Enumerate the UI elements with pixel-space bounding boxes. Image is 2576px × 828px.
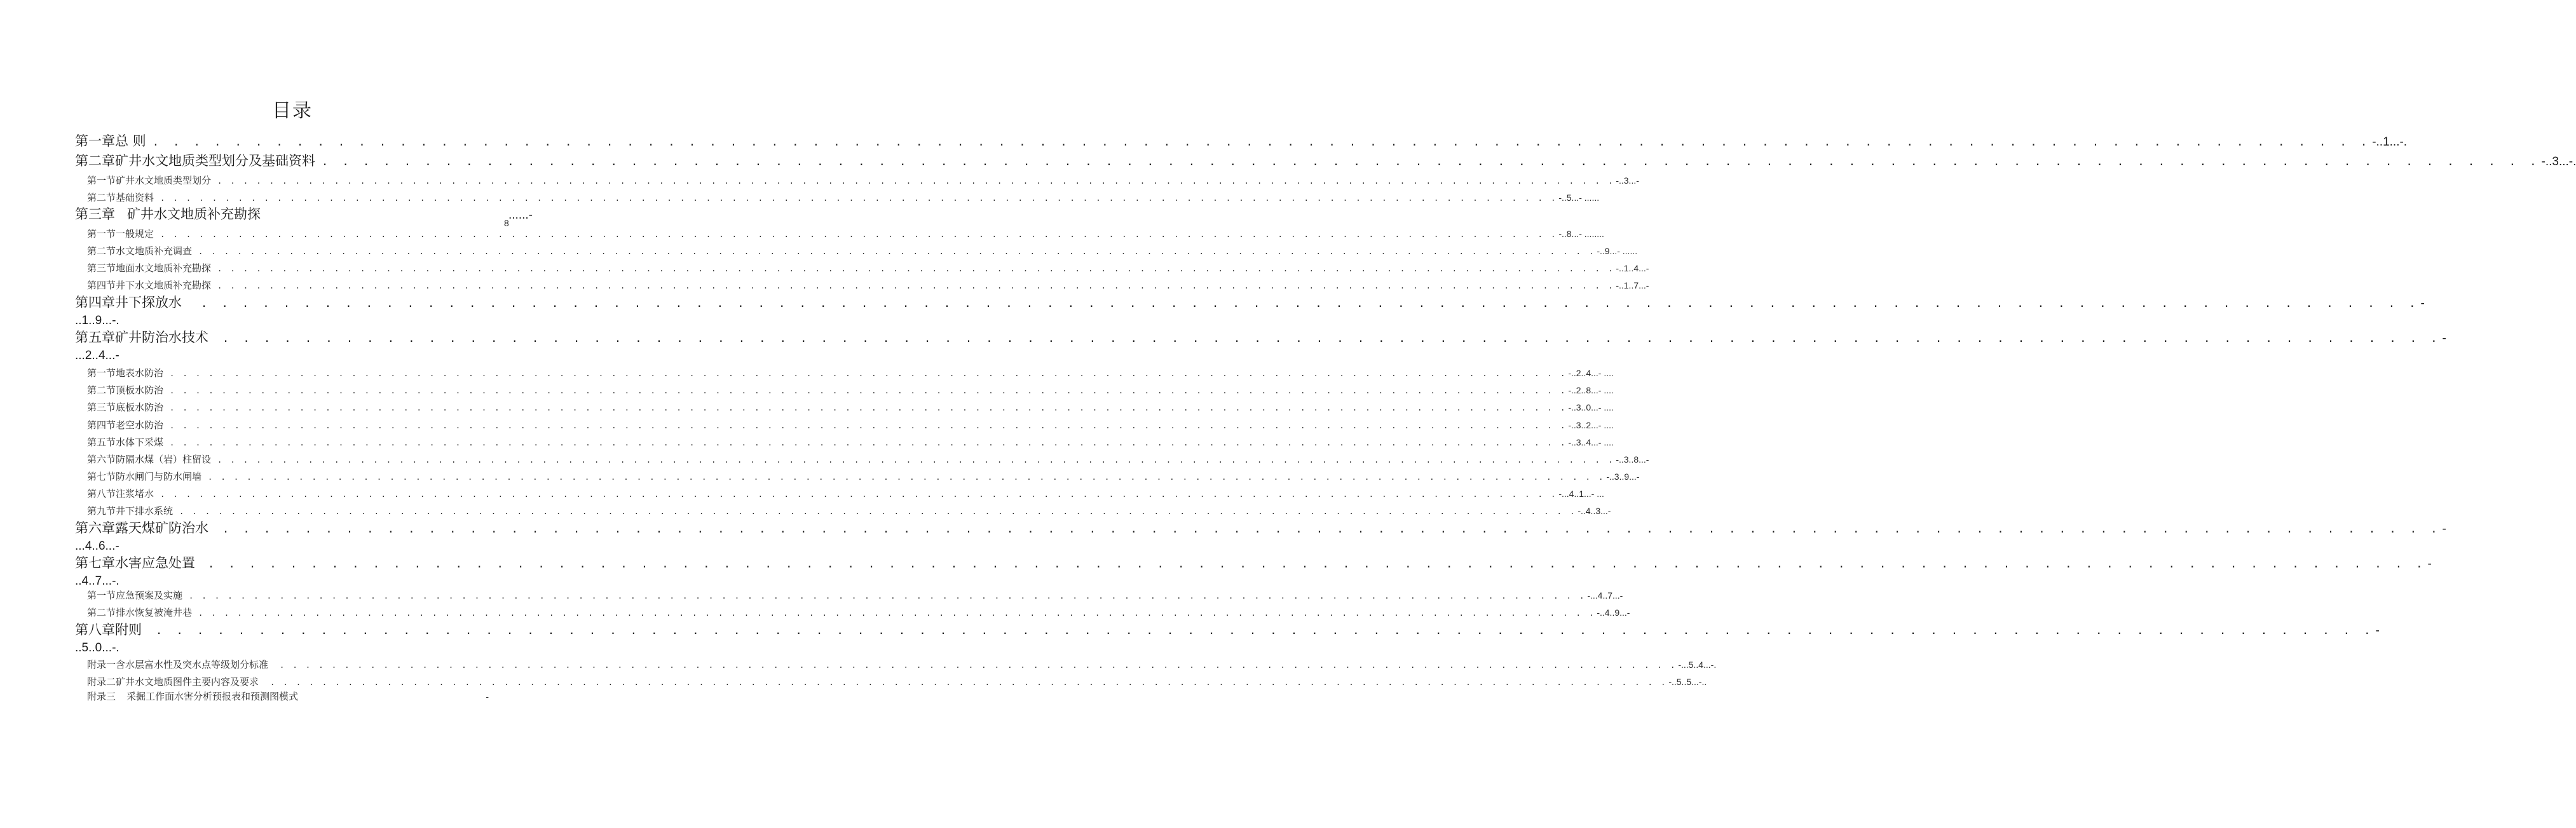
toc-section-2-1[interactable] xyxy=(87,173,1639,188)
leader-dots: . . . . . . . . . . . . . . . . . . . . . . . . . . . . . . . . . . . . . . . . . . . . . . . . . . . . . . . . . . . . . . . . . . . . . . . . . . . . . . . . . . . . . . . . . . . . . . . . . . . . . . . . . . . . xyxy=(179,507,1577,516)
leader-dots: . . . . . . . . . . . . . . . . . . . . . . . . . . . . . . . . . . . . . . . . . . . . . . . . . . . . . . . . . . . . . . . . . . . . . . . . . . . . . . . . . . . . . . . . . . . . . . . . . . . . . . . . . . . . xyxy=(201,297,2420,310)
section-title: 水文地质补充调查 xyxy=(116,245,193,257)
toc-title: 目录 xyxy=(272,100,313,122)
toc-section-7-2[interactable] xyxy=(87,605,1630,620)
toc-chapter-6[interactable] xyxy=(75,519,2446,538)
leader-dots: . . . . . . . . . . . . . . . . . . . . . . . . . . . . . . . . . . . . . . . . . . . . . . . . . . . . . . . . . . . . . . . . . . . . . . . . . . . . . . . . . . . . . . . . . . . . . . . . . . . . . . . . . . . . xyxy=(217,177,1615,186)
toc-chapter-2[interactable] xyxy=(75,151,2576,170)
toc-section-7-1[interactable] xyxy=(87,588,1623,603)
appendix-title: 采掘工作面水害分析预报表和预测图模式 xyxy=(126,691,299,702)
page-number: - xyxy=(2375,624,2380,637)
toc-chapter-8[interactable] xyxy=(75,620,2380,639)
toc-section-5-5[interactable] xyxy=(87,435,1614,450)
chapter-title: 矿井防治水技术 xyxy=(115,330,208,345)
appendix-title: 矿井水文地质图件主要内容及要求 xyxy=(116,676,259,688)
chapter-number: 第三章 xyxy=(75,207,115,222)
section-number: 第二节 xyxy=(87,607,116,618)
page-number: -...4..1...- ... xyxy=(1558,489,1604,499)
chapter-number: 第四章 xyxy=(75,295,115,310)
leader-dots: . . . . . . . . . . . . . . . . . . . . . . . . . . . . . . . . . . . . . . . . . . . . . . . . . . . . . . . . . . . . . . . . . . . . . . . . . . . . . . . . . . . . . . . . . . . . . . . . . . . . . . . . . . . . xyxy=(198,247,1596,256)
section-title: 排水恢复被淹井巷 xyxy=(116,607,193,618)
page-number: ......- xyxy=(508,208,533,222)
page-number: - xyxy=(486,691,489,702)
section-number: 第二节 xyxy=(87,245,116,257)
toc-section-3-2[interactable] xyxy=(87,243,1638,259)
section-number: 第四节 xyxy=(87,419,116,431)
leader-dots: . . . . . . . . . . . . . . . . . . . . . . . . . . . . . . . . . . . . . . . . . . . . . . . . . . . . . . . . . . . . . . . . . . . . . . . . . . . . . . . . . . . . . . . . . . . . . . . . . . . . . . . . . . . . xyxy=(217,456,1615,465)
leader-dots: . . . . . . . . . . . . . . . . . . . . . . . . . . . . . . . . . . . . . . . . . . . . . . . . . . . . . . . . . . . . . . . . . . . . . . . . . . . . . . . . . . . . . . . . . . . . . . . . . . . . . . . . . . . . xyxy=(170,386,1567,395)
chapter-number: 第六章 xyxy=(75,520,115,536)
chapter-title: 附则 xyxy=(115,622,142,637)
toc-section-5-2[interactable] xyxy=(87,383,1614,398)
toc-chapter-7[interactable] xyxy=(75,553,2432,573)
page-number: - xyxy=(2427,557,2432,571)
leader-dots: . . . . . . . . . . . . . . . . . . . . . . . . . . . . . . . . . . . . . . . . . . . . . . . . . . . . . . . . . . . . . . . . . . . . . . . . . . . . . . . . . . . . . . . . . . . . . . . . . . . . . . . . . . . . xyxy=(170,369,1567,378)
toc-appendix-1[interactable] xyxy=(87,657,1717,672)
toc-section-5-6[interactable] xyxy=(87,452,1649,467)
page-number: -..3..0...- .... xyxy=(1568,402,1614,412)
section-title: 防隔水煤（岩）柱留设 xyxy=(116,454,212,465)
toc-chapter-4[interactable] xyxy=(75,293,2425,312)
leader-dots: . . . . . . . . . . . . . . . . . . . . . . . . . . . . . . . . . . . . . . . . . . . . . . . . . . . . . . . . . . . . . . . . . . . . . . . . . . . . . . . . . . . . . . . . . . . . . . . . . . . . . . . . . . . . xyxy=(217,264,1615,273)
chapter-number: 第八章 xyxy=(75,622,115,637)
appendix-number: 附录二 xyxy=(87,676,116,688)
page-number: -..5..5...-.. xyxy=(1668,677,1707,687)
leader-dots: . . . . . . . . . . . . . . . . . . . . . . . . . . . . . . . . . . . . . . . . . . . . . . . . . . . . . . . . . . . . . . . . . . . . . . . . . . . . . . . . . . . . . . . . . . . . . . . . . . . . . . . . . . . . xyxy=(170,438,1567,447)
leader-dots: . . . . . . . . . . . . . . . . . . . . . . . . . . . . . . . . . . . . . . . . . . . . . . . . . . . . . . . . . . . . . . . . . . . . . . . . . . . . . . . . . . . . . . . . . . . . . . . . . . . . . . . . . . . . xyxy=(160,194,1558,203)
section-number: 第六节 xyxy=(87,454,116,465)
toc-appendix-2[interactable] xyxy=(87,674,1707,689)
chapter-title: 水害应急处置 xyxy=(115,555,195,571)
page-number: -..2..4...- .... xyxy=(1568,368,1614,378)
leader-dots: . . . . . . . . . . . . . . . . . . . . . . . . . . . . . . . . . . . . . . . . . . . . . . . . . . . . . . . . . . . . . . . . . . . . . . . . . . . . . . . . . . . . . . . . . . . . . . . . . . . . . . . . . . . . xyxy=(198,609,1596,618)
toc-section-2-2[interactable] xyxy=(87,190,1600,205)
toc-section-3-4[interactable] xyxy=(87,278,1649,293)
section-title: 井下排水系统 xyxy=(116,505,174,517)
section-number: 第一节 xyxy=(87,367,116,379)
section-number: 第一节 xyxy=(87,228,116,240)
page-number: -..1..7...- xyxy=(1616,280,1649,290)
chapter-title: 矿井水文地质类型划分及基础资料 xyxy=(115,153,315,168)
toc-section-5-8[interactable] xyxy=(87,486,1604,501)
section-number: 第三节 xyxy=(87,262,116,274)
page-number: -...5..4...-. xyxy=(1678,660,1717,670)
section-title: 基础资料 xyxy=(116,192,154,203)
leader-dots: . . . . . . . . . . . . . . . . . . . . . . . . . . . . . . . . . . . . . . . . . . . . . . . . . . . . . . . . . . . . . . . . . . . . . . . . . . . . . . . . . . . . . . . . . . . . . . . . . . . . . . . . . . . . xyxy=(152,136,2371,149)
page-number: -..1...-. xyxy=(2372,135,2408,149)
section-title: 一般规定 xyxy=(116,228,154,240)
chapter-number: 第二章 xyxy=(75,153,115,168)
page-number: -...4..7...- xyxy=(1587,590,1623,601)
page-number-continued: ..5..0...-. xyxy=(75,641,119,655)
page-number-continued: ...4..6...- xyxy=(75,540,119,553)
page-number: -..3..9...- xyxy=(1606,472,1640,482)
page-number: -..2..8...- .... xyxy=(1568,385,1614,395)
toc-appendix-3[interactable] xyxy=(87,689,489,704)
page-number-continued: ..4..7...-. xyxy=(75,574,119,588)
page-number: -..4..9...- xyxy=(1597,607,1630,618)
chapter-title: 露天煤矿防治水 xyxy=(115,520,208,536)
toc-chapter-5[interactable] xyxy=(75,328,2446,347)
page-number: -..3..4...- .... xyxy=(1568,437,1614,447)
toc-section-5-7[interactable] xyxy=(87,469,1640,484)
page-number: -..3...- xyxy=(1616,175,1639,186)
leader-dots: . . . . . . . . . . . . . . . . . . . . . . . . . . . . . . . . . . . . . . . . . . . . . . . . . . . . . . . . . . . . . . . . . . . . . . . . . . . . . . . . . . . . . . . . . . . . . . . . . . . . . . . . . . . . xyxy=(222,523,2441,536)
leader-dots: . . . . . . . . . . . . . . . . . . . . . . . . . . . . . . . . . . . . . . . . . . . . . . . . . . . . . . . . . . . . . . . . . . . . . . . . . . . . . . . . . . . . . . . . . . . . . . . . . . . . . . . . . . . . xyxy=(280,661,1677,670)
section-number: 第二节 xyxy=(87,192,116,203)
chapter-number: 第七章 xyxy=(75,555,115,571)
toc-section-5-9[interactable] xyxy=(87,503,1611,519)
leader-dots: . . . . . . . . . . . . . . . . . . . . . . . . . . . . . . . . . . . . . . . . . . . . . . . . . . . . . . . . . . . . . . . . . . . . . . . . . . . . . . . . . . . . . . . . . . . . . . . . . . . . . . . . . . . . xyxy=(217,282,1615,290)
page-number: -..5...- ...... xyxy=(1558,193,1600,203)
page-number: - xyxy=(2442,522,2446,536)
section-title: 应急预案及实施 xyxy=(116,590,183,601)
leader-dots: . . . . . . . . . . . . . . . . . . . . . . . . . . . . . . . . . . . . . . . . . . . . . . . . . . . . . . . . . . . . . . . . . . . . . . . . . . . . . . . . . . . . . . . . . . . . . . . . . . . . . . . . . . . . xyxy=(322,156,2540,168)
toc-section-3-1[interactable] xyxy=(87,226,1604,241)
leader-dots: . . . . . . . . . . . . . . . . . . . . . . . . . . . . . . . . . . . . . . . . . . . . . . . . . . . . . . . . . . . . . . . . . . . . . . . . . . . . . . . . . . . . . . . . . . . . . . . . . . . . . . . . . . . . xyxy=(189,592,1586,601)
chapter-title: 矿井水文地质补充勘探 xyxy=(127,207,261,222)
chapter-title: 井下探放水 xyxy=(115,295,182,310)
toc-section-3-3[interactable] xyxy=(87,261,1649,276)
leader-dots: . . . . . . . . . . . . . . . . . . . . . . . . . . . . . . . . . . . . . . . . . . . . . . . . . . . . . . . . . . . . . . . . . . . . . . . . . . . . . . . . . . . . . . . . . . . . . . . . . . . . . . . . . . . . xyxy=(156,625,2375,637)
page-number-continued: ..1..9...-. xyxy=(75,314,119,327)
page-number: -..3..2...- .... xyxy=(1568,420,1614,430)
page-number: -..8...- ........ xyxy=(1558,229,1604,239)
section-title: 顶板水防治 xyxy=(116,384,164,396)
chapter-number: 第一章 xyxy=(75,133,115,149)
section-title: 水体下采煤 xyxy=(116,437,164,448)
section-title: 老空水防治 xyxy=(116,419,164,431)
page-number: - xyxy=(2442,332,2446,345)
section-title: 地表水防治 xyxy=(116,367,164,379)
section-title: 矿井水文地质类型划分 xyxy=(116,175,212,186)
appendix-number: 附录一 xyxy=(87,659,116,670)
appendix-number: 附录三 xyxy=(87,691,116,702)
section-number: 第七节 xyxy=(87,471,116,482)
section-number: 第九节 xyxy=(87,505,116,517)
toc-section-5-3[interactable] xyxy=(87,400,1614,415)
section-number: 第三节 xyxy=(87,402,116,413)
section-number: 第五节 xyxy=(87,437,116,448)
section-title: 底板水防治 xyxy=(116,402,164,413)
leader-dots: . . . . . . . . . . . . . . . . . . . . . . . . . . . . . . . . . . . . . . . . . . . . . . . . . . . . . . . . . . . . . . . . . . . . . . . . . . . . . . . . . . . . . . . . . . . . . . . . . . . . . . . . . . . . xyxy=(208,473,1605,482)
leader-dots: . . . . . . . . . . . . . . . . . . . . . . . . . . . . . . . . . . . . . . . . . . . . . . . . . . . . . . . . . . . . . . . . . . . . . . . . . . . . . . . . . . . . . . . . . . . . . . . . . . . . . . . . . . . . xyxy=(160,490,1558,499)
section-number: 第一节 xyxy=(87,590,116,601)
page-number-overflow: 8 xyxy=(504,218,509,228)
section-title: 地面水文地质补充勘探 xyxy=(116,262,212,274)
toc-chapter-1[interactable] xyxy=(75,132,2408,151)
section-title: 防水闸门与防水闸墙 xyxy=(116,471,202,482)
page-number: -..1..4...- xyxy=(1616,263,1649,273)
chapter-number: 第五章 xyxy=(75,330,115,345)
leader-dots: . . . . . . . . . . . . . . . . . . . . . . . . . . . . . . . . . . . . . . . . . . . . . . . . . . . . . . . . . . . . . . . . . . . . . . . . . . . . . . . . . . . . . . . . . . . . . . . . . . . . . . . . . . . . xyxy=(270,678,1668,687)
section-number: 第二节 xyxy=(87,384,116,396)
page-number: -..3..8...- xyxy=(1616,454,1649,465)
appendix-title: 含水层富水性及突水点等级划分标准 xyxy=(116,659,269,670)
section-number: 第四节 xyxy=(87,280,116,291)
leader-dots: . . . . . . . . . . . . . . . . . . . . . . . . . . . . . . . . . . . . . . . . . . . . . . . . . . . . . . . . . . . . . . . . . . . . . . . . . . . . . . . . . . . . . . . . . . . . . . . . . . . . . . . . . . . . xyxy=(170,404,1567,412)
page-number: - xyxy=(2420,297,2425,310)
leader-dots: . . . . . . . . . . . . . . . . . . . . . . . . . . . . . . . . . . . . . . . . . . . . . . . . . . . . . . . . . . . . . . . . . . . . . . . . . . . . . . . . . . . . . . . . . . . . . . . . . . . . . . . . . . . . xyxy=(208,558,2427,571)
section-title: 井下水文地质补充勘探 xyxy=(116,280,212,291)
page-number: -..3...-. xyxy=(2541,155,2576,168)
section-title: 注浆堵水 xyxy=(116,488,154,499)
page-number: -..4..3...- xyxy=(1578,506,1611,516)
page-number-continued: ...2..4...- xyxy=(75,349,119,362)
leader-dots: . . . . . . . . . . . . . . . . . . . . . . . . . . . . . . . . . . . . . . . . . . . . . . . . . . . . . . . . . . . . . . . . . . . . . . . . . . . . . . . . . . . . . . . . . . . . . . . . . . . . . . . . . . . . xyxy=(222,332,2441,345)
section-number: 第八节 xyxy=(87,488,116,499)
leader-dots: . . . . . . . . . . . . . . . . . . . . . . . . . . . . . . . . . . . . . . . . . . . . . . . . . . . . . . . . . . . . . . . . . . . . . . . . . . . . . . . . . . . . . . . . . . . . . . . . . . . . . . . . . . . . xyxy=(170,421,1567,430)
toc-section-5-4[interactable] xyxy=(87,417,1614,433)
section-number: 第一节 xyxy=(87,175,116,186)
toc-section-5-1[interactable] xyxy=(87,365,1614,381)
chapter-title: 总 则 xyxy=(115,133,146,149)
toc-chapter-3[interactable] xyxy=(75,205,533,224)
page-number: -..9...- ...... xyxy=(1597,246,1638,256)
leader-dots: . . . . . . . . . . . . . . . . . . . . . . . . . . . . . . . . . . . . . . . . . . . . . . . . . . . . . . . . . . . . . . . . . . . . . . . . . . . . . . . . . . . . . . . . . . . . . . . . . . . . . . . . . . . . xyxy=(160,230,1558,239)
